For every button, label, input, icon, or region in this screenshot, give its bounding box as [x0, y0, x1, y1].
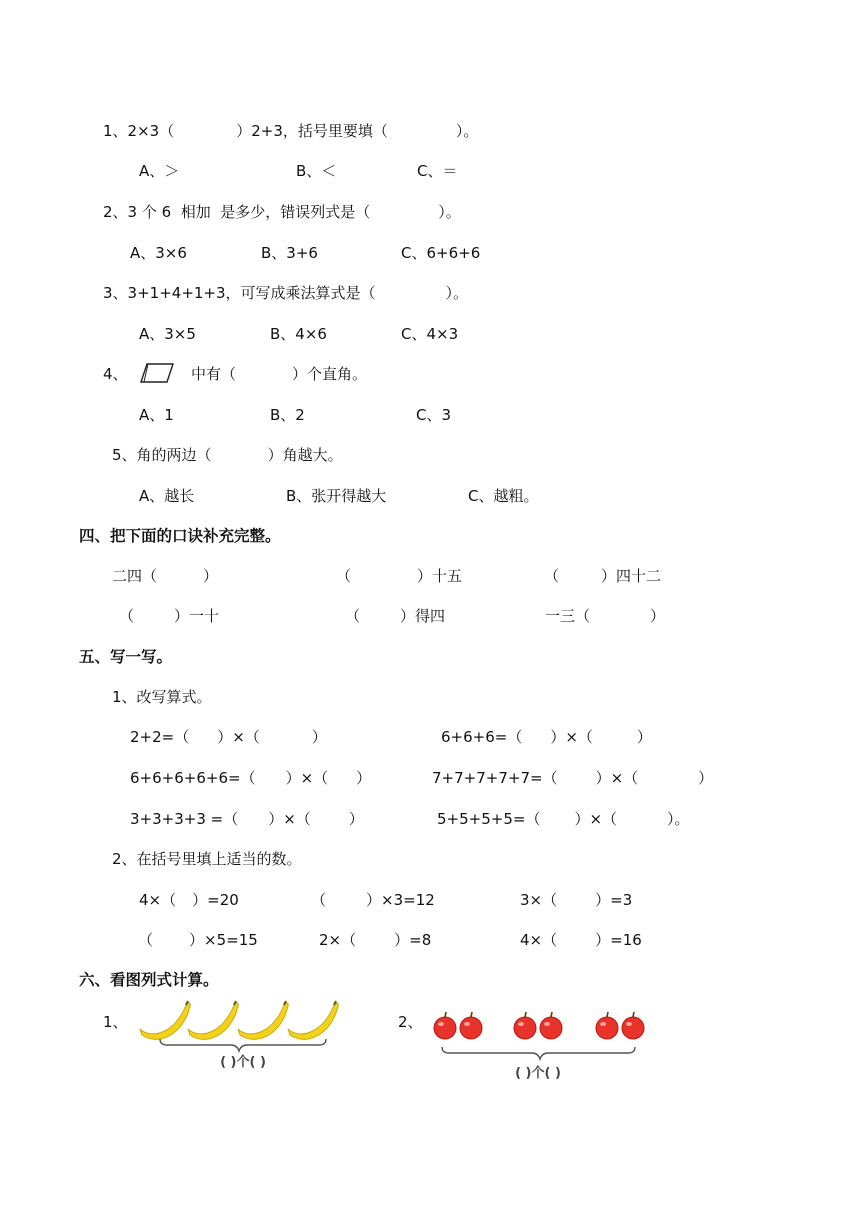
rhyme-6-post: ）	[650, 607, 666, 625]
q2-text-b: ）。	[438, 203, 461, 221]
equation-5-c: ）	[348, 810, 364, 828]
q3-option-b: B、4×6	[270, 325, 327, 343]
picture2-caption: ( )个( )	[515, 1066, 561, 1081]
q4-option-a: A、1	[139, 406, 174, 424]
rhyme-3	[544, 567, 661, 585]
apple-icon	[622, 1012, 644, 1039]
q4-number: 4、	[103, 365, 128, 383]
rhyme-1-post: ）	[203, 567, 219, 585]
fill-1-b: ）=20	[192, 891, 239, 909]
equation-1-c: ）	[311, 728, 327, 746]
fill-2-a: （	[311, 891, 327, 909]
fill-5-a: 2×（	[319, 931, 357, 949]
apple-icon	[434, 1012, 456, 1039]
banana-icon	[238, 1001, 288, 1039]
equation-6-b: ）×（	[574, 810, 618, 828]
section6-heading: 六、看图列式计算。	[79, 971, 219, 989]
rhyme-2	[336, 567, 462, 585]
picture1-number: 1、	[103, 1013, 128, 1031]
section4-heading: 四、把下面的口诀补充完整。	[79, 527, 281, 545]
banana-icon	[188, 1001, 238, 1039]
apple-icon	[596, 1012, 618, 1039]
q3-text-b: ）。	[445, 284, 469, 302]
q2-number: 2、	[103, 203, 128, 221]
equation-5	[130, 810, 364, 828]
q4-text-a: 中有（	[191, 365, 237, 383]
section5-sub1: 1、改写算式。	[112, 688, 212, 706]
q4-line	[191, 365, 367, 383]
fill-4-b: ）×5=15	[189, 931, 258, 949]
rhyme-6	[545, 607, 665, 625]
q5-option-a: A、越长	[139, 487, 195, 505]
equation-3-b: ）×（	[285, 769, 329, 787]
q4-option-b: B、2	[270, 406, 305, 424]
q2-option-c: C、6+6+6	[401, 244, 481, 262]
q1-number: 1、	[103, 122, 128, 140]
equation-4	[432, 769, 713, 787]
q5-text-a: 角的两边（	[136, 446, 212, 464]
q3-number: 3、	[103, 284, 128, 302]
brace	[160, 1039, 326, 1051]
q1-option-b: B、＜	[296, 162, 337, 180]
equation-2	[441, 728, 652, 746]
fill-3-b: ）=3	[595, 891, 633, 909]
banana-picture	[135, 995, 345, 1075]
equation-3-a: 6+6+6+6+6=（	[130, 769, 256, 787]
equation-4-b: ）×（	[595, 769, 639, 787]
fill-6-b: ）=16	[595, 931, 642, 949]
q4-option-c: C、3	[416, 406, 452, 424]
apple-picture	[430, 1005, 650, 1085]
equation-1	[130, 728, 327, 746]
fill-4	[138, 931, 258, 949]
fill-6-a: 4×（	[520, 931, 558, 949]
rhyme-2-post: ）十五	[417, 567, 463, 585]
q5-line	[112, 446, 343, 464]
rhyme-1	[112, 567, 218, 585]
q2-text-a: 3 个 6 相加 是多少，错误列式是（	[127, 203, 371, 221]
rhyme-2-pre: （	[336, 567, 352, 585]
q5-text-b: ）角越大。	[267, 446, 343, 464]
section5-sub2: 2、在括号里填上适当的数。	[112, 850, 302, 868]
parallelogram-icon	[139, 362, 175, 384]
equation-4-a: 7+7+7+7+7=（	[432, 769, 558, 787]
apple-icon	[540, 1012, 562, 1039]
brace	[442, 1047, 635, 1059]
equation-6	[437, 810, 690, 828]
equation-3-c: ）	[356, 769, 372, 787]
q5-option-c: C、越粗。	[468, 487, 539, 505]
equation-5-b: ）×（	[268, 810, 311, 828]
rhyme-5-pre: （	[345, 607, 361, 625]
equation-2-b: ）×（	[550, 728, 593, 746]
q3-line	[103, 284, 468, 302]
equation-2-a: 6+6+6=（	[441, 728, 523, 746]
q3-option-c: C、4×3	[401, 325, 459, 343]
fill-6	[520, 931, 642, 949]
q1-option-c: C、＝	[417, 162, 458, 180]
equation-1-a: 2+2=（	[130, 728, 190, 746]
rhyme-4-post: ）一十	[174, 607, 220, 625]
equation-3	[130, 769, 371, 787]
rhyme-4-pre: （	[119, 607, 135, 625]
rhyme-4	[119, 607, 219, 625]
banana-icon	[140, 1001, 190, 1039]
q1-text-a: 2×3（	[127, 122, 175, 140]
equation-4-c: ）	[698, 769, 714, 787]
rhyme-1-pre: 二四（	[112, 567, 158, 585]
q1-line	[103, 122, 478, 140]
rhyme-3-pre: （	[544, 567, 560, 585]
q3-text-a: 3+1+4+1+3，可写成乘法算式是（	[127, 284, 376, 302]
banana-icon	[288, 1001, 338, 1039]
fill-2-b: ）×3=12	[366, 891, 435, 909]
q1-option-a: A、＞	[139, 162, 180, 180]
q1-text-b: ）2+3，括号里要填（	[236, 122, 388, 140]
rhyme-5	[345, 607, 445, 625]
q5-number: 5、	[112, 446, 137, 464]
picture1-caption: ( )个( )	[220, 1055, 266, 1070]
equation-6-c: ）。	[667, 810, 690, 828]
q1-text-c: ）。	[455, 122, 479, 140]
q2-option-a: A、3×6	[130, 244, 187, 262]
apple-icon	[460, 1012, 482, 1039]
apple-icon	[514, 1012, 536, 1039]
fill-3-a: 3×（	[520, 891, 558, 909]
fill-4-a: （	[138, 931, 154, 949]
q2-option-b: B、3+6	[261, 244, 318, 262]
section5-heading: 五、写一写。	[79, 648, 173, 666]
fill-1	[139, 891, 239, 909]
fill-1-a: 4×（	[139, 891, 177, 909]
fill-3	[520, 891, 632, 909]
equation-1-b: ）×（	[217, 728, 260, 746]
fill-2	[311, 891, 435, 909]
q4-text-b: ）个直角。	[292, 365, 368, 383]
equation-5-a: 3+3+3+3 =（	[130, 810, 239, 828]
q3-option-a: A、3×5	[139, 325, 196, 343]
rhyme-5-post: ）得四	[400, 607, 446, 625]
q5-option-b: B、张开得越大	[286, 487, 387, 505]
fill-5-b: ）=8	[394, 931, 432, 949]
rhyme-3-post: ）四十二	[601, 567, 662, 585]
equation-6-a: 5+5+5+5=（	[437, 810, 541, 828]
q2-line	[103, 203, 461, 221]
picture2-number: 2、	[398, 1013, 423, 1031]
rhyme-6-pre: 一三（	[545, 607, 591, 625]
fill-5	[319, 931, 431, 949]
equation-2-c: ）	[636, 728, 652, 746]
